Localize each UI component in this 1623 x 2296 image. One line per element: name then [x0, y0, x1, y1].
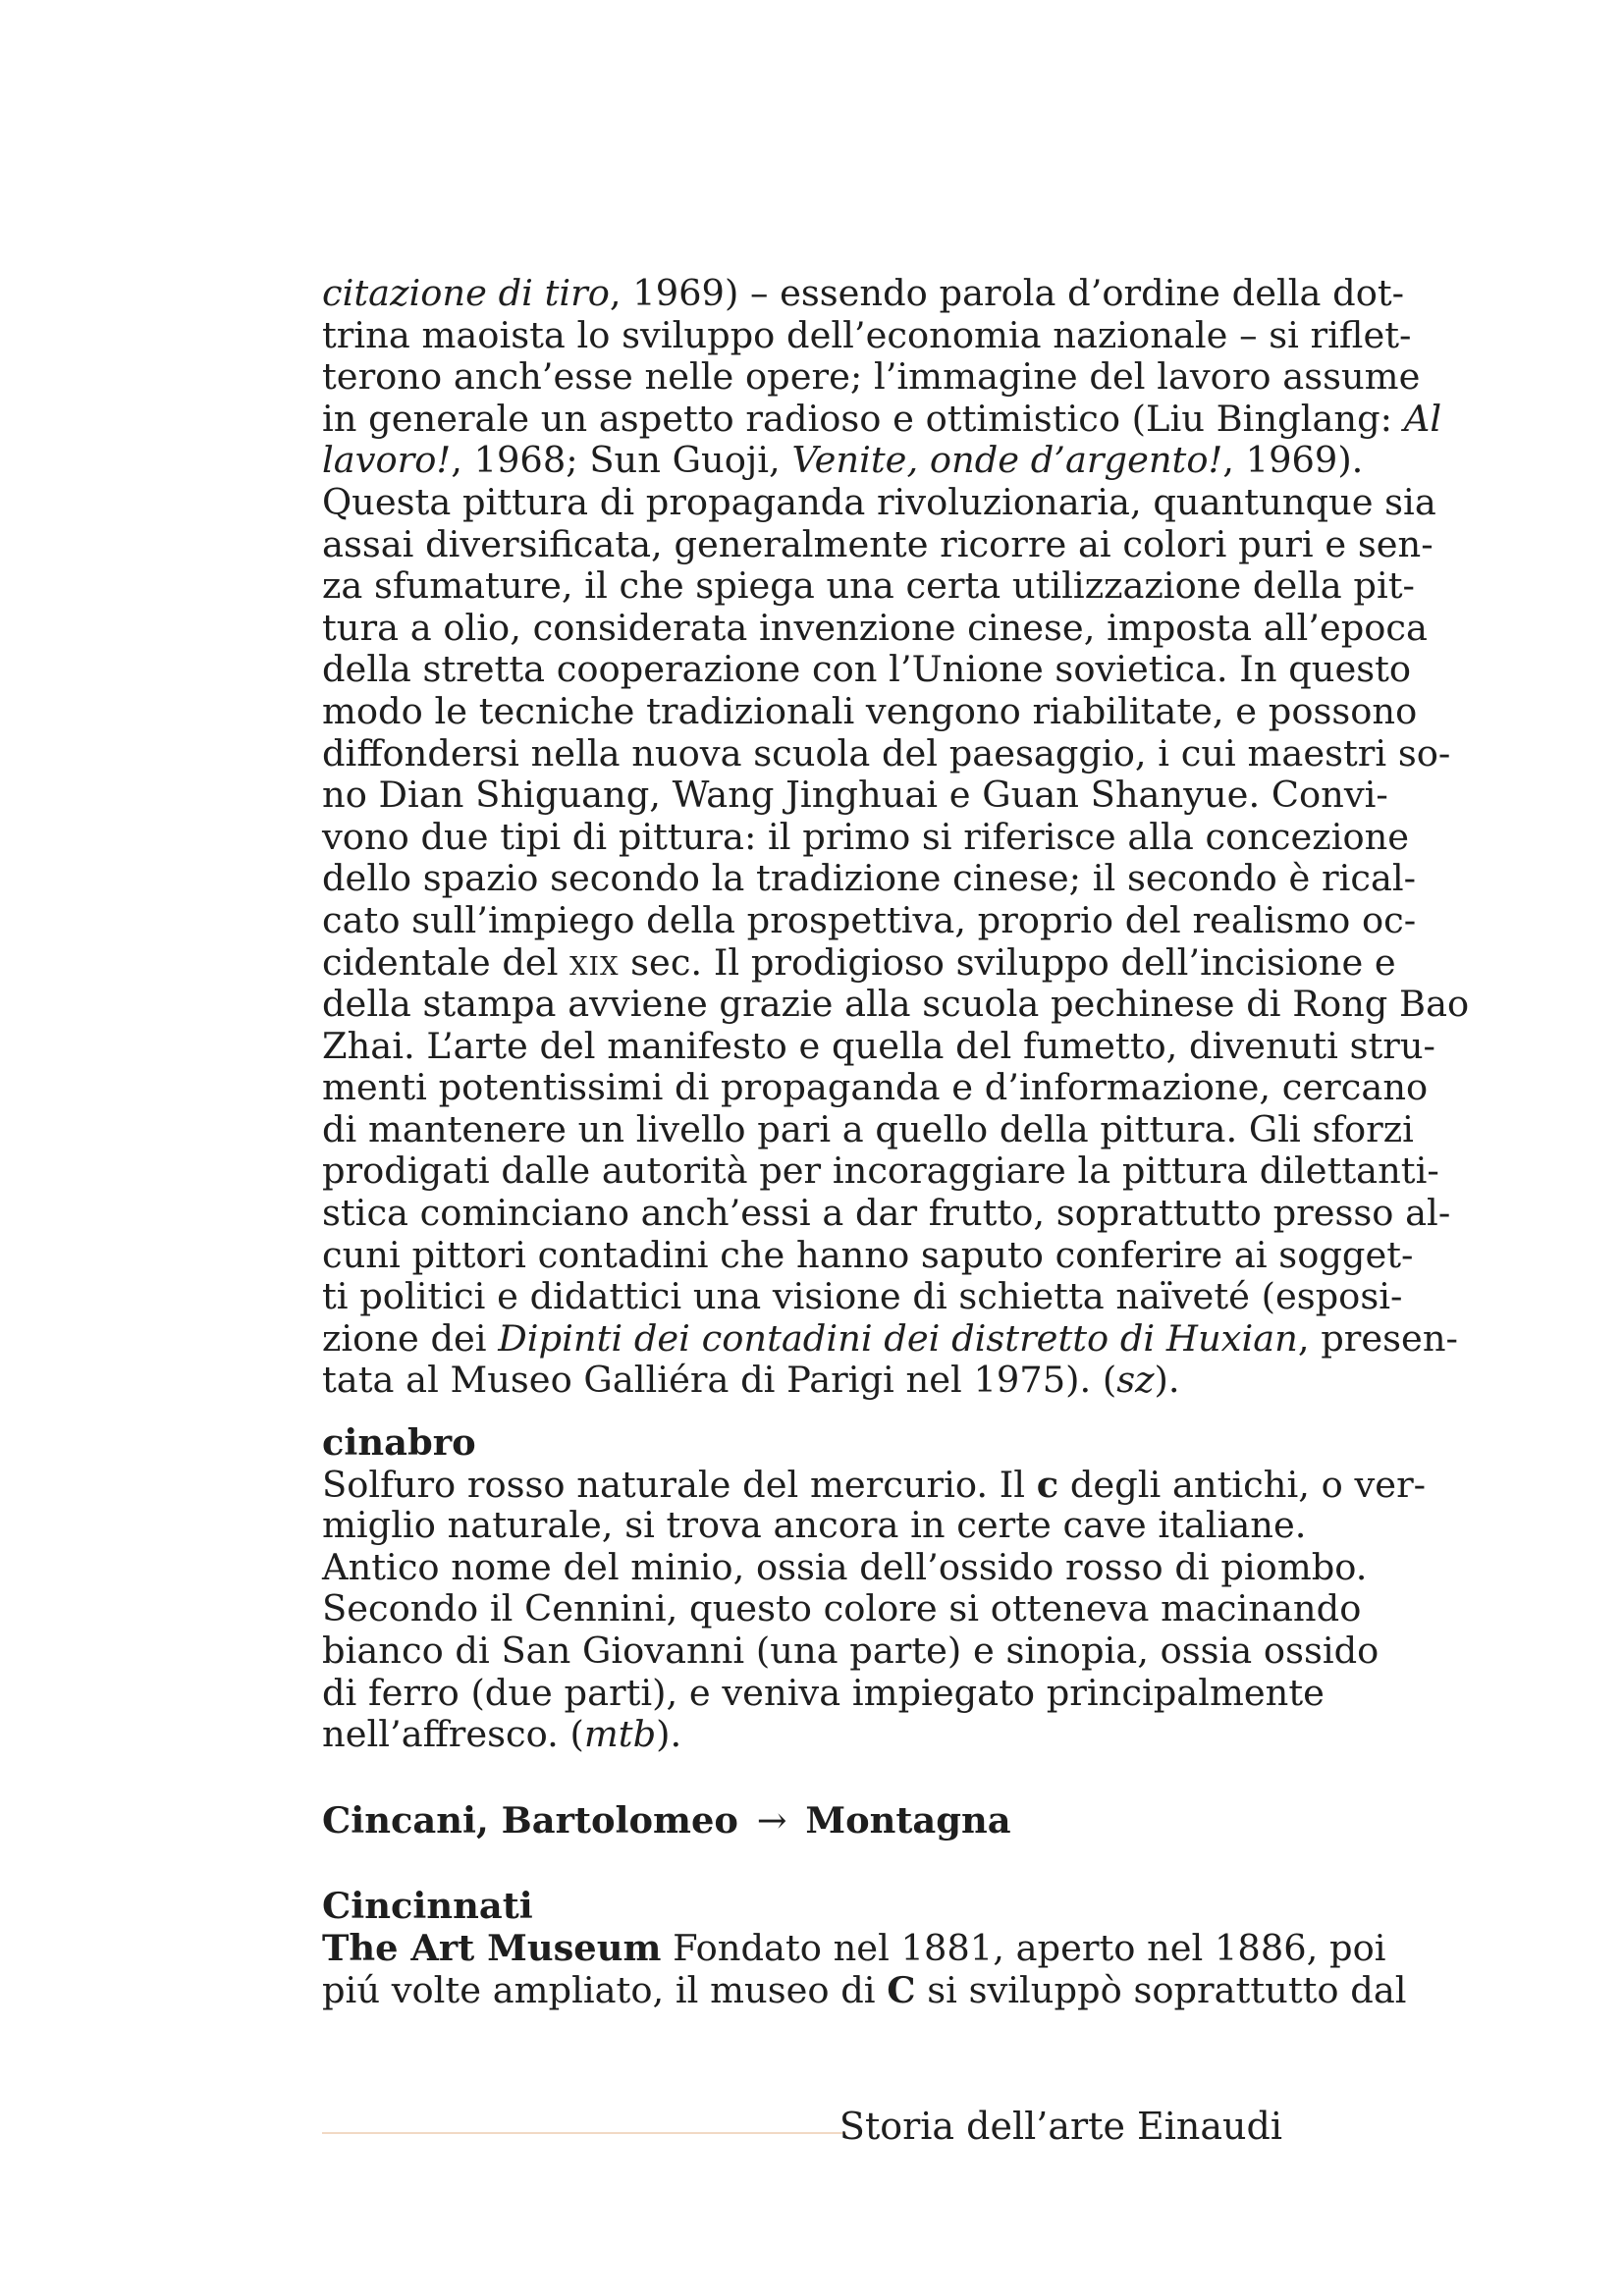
- cross-reference-link[interactable]: Montagna: [805, 1797, 1011, 1842]
- text-span: Secondo il Cennini, questo colore si otteneva macinando: [322, 1587, 1362, 1630]
- text-line: [322, 648, 1412, 691]
- text-line: [322, 1714, 1282, 1756]
- text-span: ).: [1154, 1359, 1180, 1402]
- text-line: [322, 313, 1412, 357]
- text-line: [322, 1671, 1325, 1715]
- entry-cinabro: [322, 1420, 1427, 1756]
- text-span: della stampa avviene grazie alla scuola pechinese di Rong Bao: [322, 983, 1470, 1026]
- text-line: [322, 1545, 1368, 1589]
- text-line: [322, 1360, 1282, 1402]
- text-line: [322, 898, 1417, 942]
- text-line: [322, 1024, 1435, 1068]
- text-line: [322, 940, 1396, 985]
- bold-span: The Art Museum: [322, 1925, 662, 1969]
- spacer: [322, 1756, 1282, 1799]
- text-span: za sfumature, il che spiega una certa utilizzazione della pit-: [322, 564, 1415, 608]
- entry-body: [322, 1462, 1427, 1756]
- text-line: [322, 606, 1428, 650]
- text-span: miglio naturale, si trova ancora in certe cave italiane.: [322, 1504, 1307, 1547]
- text-line: [322, 564, 1415, 608]
- text-line: [322, 1629, 1380, 1673]
- text-span: stica cominciano anch’essi a dar frutto, soprattutto presso al-: [322, 1192, 1451, 1235]
- text-span: , 1968; Sun Guoji,: [451, 439, 792, 482]
- text-span: Questa pittura di propaganda rivoluzionaria, quantunque sia: [322, 480, 1436, 523]
- text-span: tura a olio, considerata invenzione cinese, imposta all’epoca: [322, 606, 1428, 649]
- text-span: menti potentissimi di propaganda e d’informazione, cercano: [322, 1066, 1429, 1109]
- entry-title: Cincinnati: [322, 1884, 533, 1928]
- entry-cincinnati: [322, 1884, 1407, 2011]
- text-span: , 1969) – essendo parola d’ordine della dot-: [609, 272, 1405, 314]
- text-line: [322, 1587, 1362, 1630]
- entry-body: [322, 1925, 1407, 2011]
- footer-rule: [322, 2132, 846, 2134]
- text-line: [322, 355, 1421, 399]
- text-line: [322, 522, 1434, 566]
- text-span: Antico nome del minio, ossia dell’ossido rosso di piombo.: [322, 1545, 1368, 1588]
- entry-title: [322, 1799, 1282, 1842]
- entry-title-text: Cincani, Bartolomeo: [322, 1797, 738, 1842]
- text-span: di mantenere un livello pari a quello della pittura. Gli sforzi: [322, 1107, 1414, 1150]
- text-span: bianco di San Giovanni (una parte) e sinopia, ossia ossido: [322, 1629, 1380, 1672]
- text-span: , 1969).: [1222, 439, 1364, 482]
- italic-span: lavoro!: [322, 439, 452, 482]
- text-line: [322, 1504, 1307, 1547]
- text-line: [322, 857, 1417, 900]
- text-line: [322, 983, 1470, 1026]
- text-span: zione dei: [322, 1316, 499, 1360]
- text-line: [322, 1066, 1429, 1109]
- text-line: [322, 1149, 1439, 1193]
- text-span: tata al Museo Galliéra di Parigi nel 1975). (: [322, 1359, 1117, 1402]
- text-line: [322, 1275, 1403, 1318]
- text-line: [322, 1967, 1407, 2011]
- text-span: trina maoista lo sviluppo dell’economia nazionale – si riflet-: [322, 313, 1412, 356]
- text-line: [322, 480, 1436, 524]
- text-span: nell’affresco. (: [322, 1713, 584, 1756]
- text-line: [322, 689, 1418, 733]
- text-span: assai diversificata, generalmente ricorre ai colori puri e sen-: [322, 522, 1434, 565]
- italic-span: Al: [1403, 397, 1442, 440]
- text-span: della stretta cooperazione con l’Unione sovietica. In questo: [322, 648, 1412, 691]
- text-span: modo le tecniche tradizionali vengono riabilitate, e possono: [322, 689, 1418, 732]
- text-span: diffondersi nella nuova scuola del paesaggio, i cui maestri so-: [322, 731, 1451, 774]
- bold-span: C: [887, 1967, 916, 2011]
- cross-reference-arrow-icon: →: [756, 1798, 787, 1842]
- text-span: degli antichi, o ver-: [1058, 1463, 1427, 1506]
- text-span: Solfuro rosso naturale del mercurio. Il: [322, 1463, 1037, 1506]
- text-span: , presen-: [1297, 1316, 1458, 1360]
- italic-span: Venite, onde d’argento!: [791, 439, 1223, 482]
- bold-span: c: [1036, 1462, 1059, 1506]
- text-span: in generale un aspetto radioso e ottimistico (Liu Binglang:: [322, 397, 1404, 440]
- entry-cincani: [322, 1799, 1282, 1842]
- text-line: [322, 1925, 1386, 1969]
- italic-span: Dipinti dei contadini dei distretto di Huxian: [498, 1316, 1298, 1360]
- text-line: [322, 815, 1410, 859]
- text-line: [322, 774, 1388, 817]
- text-span: sec. Il prodigioso sviluppo dell’incisione e: [619, 940, 1396, 984]
- text-line: [322, 1233, 1414, 1277]
- text-line: [322, 1316, 1458, 1361]
- text-line: [322, 1192, 1451, 1235]
- text-span: cidentale del: [322, 940, 570, 984]
- text-span: prodigati dalle autorità per incoraggiare la pittura dilettanti-: [322, 1149, 1439, 1193]
- text-span: di ferro (due parti), e veniva impiegato principalmente: [322, 1671, 1325, 1714]
- text-span: vono due tipi di pittura: il primo si riferisce alla concezione: [322, 815, 1410, 858]
- text-span: cuni pittori contadini che hanno saputo conferire ai sogget-: [322, 1233, 1414, 1276]
- entry-continuation: [322, 272, 1470, 1402]
- text-line: [322, 1462, 1427, 1506]
- text-span: dello spazio secondo la tradizione cinese; il secondo è rical-: [322, 857, 1417, 900]
- text-span: Fondato nel 1881, aperto nel 1886, poi: [661, 1926, 1386, 1969]
- italic-span: sz: [1116, 1359, 1155, 1402]
- text-span: piú volte ampliato, il museo di: [322, 1968, 888, 2011]
- text-span: no Dian Shiguang, Wang Jinghuai e Guan Shanyue. Convi-: [322, 774, 1388, 817]
- italic-span: citazione di tiro: [322, 272, 610, 314]
- text-span: cato sull’impiego della prospettiva, proprio del realismo oc-: [322, 898, 1417, 941]
- footer-publisher: Storia dell’arte Einaudi: [839, 2105, 1282, 2148]
- text-line: [322, 272, 1405, 315]
- spacer: [322, 1402, 1282, 1421]
- text-line: [322, 439, 1364, 482]
- text-span: Zhai. L’arte del manifesto e quella del fumetto, divenuti stru-: [322, 1024, 1435, 1067]
- spacer: [322, 1842, 1282, 1885]
- text-column: [322, 272, 1470, 2011]
- text-line: [322, 397, 1442, 441]
- entry-title: cinabro: [322, 1420, 476, 1465]
- italic-span: mtb: [583, 1713, 657, 1756]
- text-span: ti politici e didattici una visione di schietta naïveté (esposi-: [322, 1275, 1403, 1318]
- text-span: si sviluppò soprattutto dal: [915, 1968, 1407, 2011]
- text-span: terono anch’esse nelle opere; l’immagine del lavoro assume: [322, 355, 1421, 399]
- small-caps-span: xix: [569, 940, 620, 984]
- text-line: [322, 1107, 1414, 1151]
- text-span: ).: [656, 1713, 682, 1756]
- text-line: [322, 731, 1451, 775]
